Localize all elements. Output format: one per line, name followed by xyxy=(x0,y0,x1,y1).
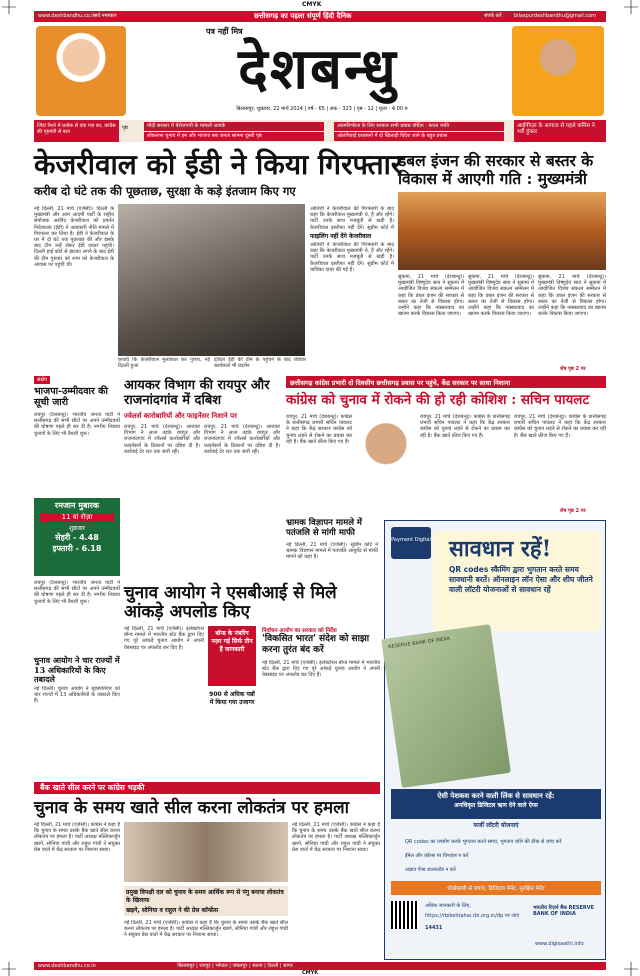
top-strip xyxy=(34,11,606,22)
right-lead-photo xyxy=(398,192,606,270)
ticker-item[interactable]: जिंदा रिश्ते में प्रत्येक से एक गज़ का, कांग्रेस की गृहमंत्री से बात xyxy=(34,120,119,142)
bottom-banner: बैंक खाते सील करने पर कांग्रेस भड़की xyxy=(34,782,380,794)
bottom-lead-body-2: नई दिल्ली, 21 मार्च (एजेंसी)। कांग्रेस ने कहा है कि चुनाव के समय उसके बैंक खाते सील करना लोकतंत्र पर हमला है। पार्टी अध्यक्ष मल्लिकार्जुन खरगे, सोनिया गांधी और राहुल गांधी ने संयुक्त प्रेस वार्ता में केंद्र सरकार पर निशाना साधा। xyxy=(124,920,288,939)
ad-headline: सावधान रहें! xyxy=(449,536,552,562)
iftari-time: 6.18 xyxy=(81,544,102,553)
cmyk-mark-bottom: CMYK xyxy=(302,970,319,976)
dateline: बिलासपुर, शुक्रवार, 22 मार्च 2024 | वर्ष - 65 | अंक - 323 | पृष्ठ - 12 | मूल्य - 4.00 रु xyxy=(236,106,408,112)
ticker-bar xyxy=(34,120,606,142)
banknote-image xyxy=(381,624,511,788)
footer-bar xyxy=(34,962,606,970)
congress-body-col2: रायपुर, 21 मार्च (देशबन्धु)। कांग्रेस के छत्तीसगढ़ प्रभारी सचिन पायलट ने कहा कि केंद्र सरकार कांग्रेस को चुनाव लड़ने से रोकने का प्रयास कर रही है। बैंक खाते फ्रीज किए गए हैं। xyxy=(420,414,510,439)
mid-story-headline: आयकर विभाग की रायपुर और राजनांदगांव में दबिश xyxy=(124,378,270,408)
sehri-time: 4.48 xyxy=(79,533,99,542)
congress-photo xyxy=(356,414,416,480)
mid-story-body: रायपुर, 21 मार्च (देशबन्धु)। आयकर विभाग ने आज तड़के रायपुर और राजनांदगांव में ज्वेलर्स कारोबारियों और फाइनेंसरों के ठिकानों पर दबिश दी है। कार्रवाई देर रात तक जारी रही। xyxy=(124,424,200,455)
right-lead-headline: डबल इंजन की सरकार से बस्तर के विकास में आएगी गति : मुख्यमंत्री xyxy=(398,151,594,188)
ad-point-3: अज्ञात ऐप्स डाउनलोड न करें xyxy=(405,867,456,873)
bottom-bullet-1: प्रमुख विपक्षी दल को चुनाव के समय आर्थिक रूप से पंगु बनाया लोकतंत्र के खिलाफ xyxy=(126,889,284,904)
banknote-text: RESERVE BANK OF INDIA xyxy=(387,635,451,651)
website-link-top[interactable]: www.deshbandhu.co.in xyxy=(38,13,96,19)
ticker-item[interactable]: आत्मनिर्भरता के लिए सरकार सभी प्रयास वर्धिता : काला जाति xyxy=(334,122,504,131)
brief-headline: भाजपा-उम्मीदवार की सूची जारी xyxy=(34,386,108,408)
crop-mark-icon xyxy=(624,0,638,14)
ad-body: QR codes स्कैमिंग द्वारा भुगतान करते समय सावधानी बरतें। ऑनलाइन लॉन ऐसा और शीघ जीतने वाली लॉटरी योजनाओं से सावधान रहें xyxy=(449,565,593,594)
congress-banner: छत्तीसगढ़ कांग्रेस प्रभारी दो दिवसीय छत्तीसगढ़ प्रवास पर पहुंचे, केंद्र सरकार पर साधा निशाना xyxy=(286,376,606,388)
ad-info: अधिक जानकारी के लिए, xyxy=(425,903,471,909)
photo-right-cricketer xyxy=(512,26,604,116)
ad-warning: ऐसी पेशकश करने वाली लिंक से सावधान रहें: xyxy=(437,792,555,800)
rbi-advert xyxy=(384,520,606,960)
ad-tag: धोखेबाजी से बचाएं, डिजिटल पेमेंट, सुरक्षित पेमेंट xyxy=(391,881,601,895)
iftari-label: इफ्तारी xyxy=(52,544,73,553)
lead-caption-2: ट्विटर ईडी की टीम के पहुंचने के बाद रविवार कार्यकर्ता भी प्रदर्शन xyxy=(214,357,306,370)
qr-code-icon[interactable] xyxy=(391,901,419,929)
congress-body-col3: रायपुर, 21 मार्च (देशबन्धु)। कांग्रेस के छत्तीसगढ़ प्रभारी सचिन पायलट ने कहा कि केंद्र सरकार कांग्रेस को चुनाव लड़ने से रोकने का प्रयास कर रही है। बैंक खाते फ्रीज किए गए हैं। xyxy=(514,414,606,439)
sbi-headline: चुनाव आयोग ने एसबीआई से मिले आंकड़े अपलोड किए xyxy=(124,583,337,622)
brief-body-2: रायपुर (देशबन्धु)। भारतीय जनता पार्टी ने छत्तीसगढ़ की सभी सीटों पर अपने उम्मीदवारों की घोषणा पहले ही कर दी है। नगरीय निकाय चुनावों के लिए भी तैयारी शुरू। xyxy=(34,580,120,605)
ad-url[interactable]: https://rbikehtahai.rbi.org.in/dp पर जाएं xyxy=(425,913,520,919)
small-story-body: नई दिल्ली, 21 मार्च (एजेंसी)। सुप्रीम कोर्ट ने भ्रामक विज्ञापन मामले में पतंजलि आयुर्वेद से माफी मांगने को कहा है। xyxy=(286,542,378,561)
ticker-item[interactable]: लोकसभा चुनाव में हम और भाजपा सब जनता सामना दूसरी पृष्ठ xyxy=(144,132,324,141)
congress-body: रायपुर, 21 मार्च (देशबन्धु)। कांग्रेस के छत्तीसगढ़ प्रभारी सचिन पायलट ने कहा कि केंद्र सरकार कांग्रेस को चुनाव लड़ने से रोकने का प्रयास कर रही है। बैंक खाते फ्रीज किए गए हैं। xyxy=(286,414,352,445)
top-tagline: सर्व नमस्कार xyxy=(94,13,117,19)
ticker-label: पृष्ठ xyxy=(122,125,128,131)
ad-warning-2: अनधिकृत डिजिटल ऋण देने वाले ऐप्स xyxy=(454,802,538,809)
bottom-lead-headline: चुनाव के समय खाते सील करना लोकतंत्र पर हमला xyxy=(34,798,350,818)
brief-body: रायपुर (देशबन्धु)। भारतीय जनता पार्टी ने छत्तीसगढ़ की सभी सीटों पर अपने उम्मीदवारों की घोषणा पहले ही कर दी है। नगरीय निकाय चुनावों के लिए भी तैयारी शुरू। xyxy=(34,412,120,437)
ad-point-2: ईमेल और कॉल्स पर विश्वास न करें xyxy=(405,853,469,859)
bottom-bullet-box xyxy=(124,886,288,916)
payment-digital-badge: Payment Digital xyxy=(391,527,431,559)
ad-warning-box xyxy=(391,789,601,819)
ticker-item[interactable]: मोदी सरकार में बेरोजगारी के मामलों आपके xyxy=(144,122,324,131)
ramzan-roza: 11 वां रोज़ा xyxy=(40,513,114,522)
sbi-side-body: नई दिल्ली, 21 मार्च (एजेंसी)। इलेक्टोरल बॉन्ड मामले में भारतीय स्टेट बैंक द्वारा दिए गए पूरे आंकड़े चुनाव आयोग ने अपनी वेबसाइट पर अपलोड कर दिए हैं। xyxy=(262,660,380,679)
lead-caption-1: कथाएँ कि केजरीवाल मुलाकात कर गुजरा, नई दिल्ली हुआ xyxy=(118,357,210,370)
slogan: छत्तीसगढ़ का पहला संपूर्ण हिंदी दैनिक xyxy=(254,12,352,20)
ad-phone[interactable]: 14431 xyxy=(425,925,443,931)
right-lead-body-col3: सुकमा, 21 मार्च (देशबन्धु)। मुख्यमंत्री विष्णुदेव साय ने सुकमा में आयोजित विजय संकल्प सम्मेलन में कहा कि डबल इंजन की सरकार से बस्तर का तेजी से विकास होगा। उन्होंने कहा कि नक्सलवाद का खात्मा करके विकास किया जाएगा। xyxy=(538,274,606,318)
crop-mark-icon xyxy=(2,0,16,14)
ad-warning-3: फर्जी लॉटरी योजनाएं xyxy=(473,822,519,829)
sbi-red-box-2: 900 से अधिक पन्नों में किया गया उजागर xyxy=(209,691,255,706)
ad-point-1: QR codes का उपयोग करके भुगतान करते समय, भुगतान राशि की ठीक से जांच करें xyxy=(405,839,562,845)
bottom-lead-body-3: नई दिल्ली, 21 मार्च (एजेंसी)। कांग्रेस ने कहा है कि चुनाव के समय उसके बैंक खाते सील करना लोकतंत्र पर हमला है। पार्टी अध्यक्ष मल्लिकार्जुन खरगे, सोनिया गांधी और राहुल गांधी ने संयुक्त प्रेस वार्ता में केंद्र सरकार पर निशाना साधा। xyxy=(292,822,380,853)
sehri-label: सेहरी xyxy=(55,533,71,542)
rbi-logo-text: भारतीय रिज़र्व बैंक RESERVE BANK OF INDIA xyxy=(533,905,595,917)
ramzan-day: शुक्रवार xyxy=(68,525,86,532)
mid-story-byline: ज्वेलर्स कारोबारियों और फाइनेंसर निशाने पर xyxy=(124,412,237,420)
ticker-item[interactable]: आईपीएल के आगाज से पहले कमिंस ने भरी हुंकार xyxy=(514,120,606,142)
lead-subhead: करीब दो घंटे तक की पूछताछ, सुरक्षा के कड़े इंतजाम किए गए xyxy=(34,184,296,198)
right-lead-continued[interactable]: शेष पृष्ठ 2 पर xyxy=(560,366,586,372)
right-lead-body-col2: सुकमा, 21 मार्च (देशबन्धु)। मुख्यमंत्री विष्णुदेव साय ने सुकमा में आयोजित विजय संकल्प सम्मेलन में कहा कि डबल इंजन की सरकार से बस्तर का तेजी से विकास होगा। उन्होंने कहा कि नक्सलवाद का खात्मा करके विकास किया जाएगा। xyxy=(468,274,534,318)
small-story-headline: भ्रामक विज्ञापन मामले में पतंजलि से मांगी माफी xyxy=(286,518,363,538)
lead-col2-subhead: फाइलिंग नहीं देंगे केजरीवाल xyxy=(310,233,372,240)
sbi-side-title: निर्वाचन आयोग का सरकार को निर्देश xyxy=(262,628,337,634)
cmyk-mark-top: CMYK xyxy=(302,1,322,8)
mid-story-body-col2: रायपुर, 21 मार्च (देशबन्धु)। आयकर विभाग ने आज तड़के रायपुर और राजनांदगांव में ज्वेलर्स कारोबारियों और फाइनेंसरों के ठिकानों पर दबिश दी है। कार्रवाई देर रात तक जारी रही। xyxy=(204,424,280,455)
footer-cities: बिलासपुर | रायपुर | भोपाल | जबलपुर | सतना | दिल्ली | सागर xyxy=(177,963,293,969)
ramzan-box: रमजान मुबारक 11 वां रोज़ा शुक्रवार सेहरी - 4.48 इफ्तारी - 6.18 xyxy=(34,498,120,576)
ticker-item[interactable]: ओलंपियाई प्रशासनों में दो खिलाड़ी विदेश जाने के बहुत प्रयास xyxy=(334,132,504,141)
brief-label: संक्षेप xyxy=(34,376,50,384)
brief2-body: नई दिल्ली। चुनाव आयोग ने बृहस्पतिवार को चार राज्यों में 13 अधिकारियों के तबादले किए हैं। xyxy=(34,686,120,705)
ad-footer-url[interactable]: www.digisaathi.info xyxy=(535,941,584,947)
sbi-body: नई दिल्ली, 21 मार्च (एजेंसी)। इलेक्टोरल बॉन्ड मामले में भारतीय स्टेट बैंक द्वारा दिए गए पूरे आंकड़े चुनाव आयोग ने अपनी वेबसाइट पर अपलोड कर दिए हैं। xyxy=(124,626,204,651)
brief2-headline: चुनाव आयोग ने चार राज्यों में 13 अधिकारियों के किए तबादले xyxy=(34,655,120,684)
email-label: संपर्क करें xyxy=(484,13,502,19)
lead-continued-text: आतिशी ने केजरीवाल की गिरफ्तारी के बाद कहा कि केजरीवाल मुख्यमंत्री थे, हैं और रहेंगे। पार्टी उनके साथ मजबूती से खड़ी है। केजरीवाल इस्तीफा नहीं देंगे। सुप्रीम कोर्ट में xyxy=(310,206,394,230)
lead-col2-body: आतिशी ने केजरीवाल की गिरफ्तारी के बाद कहा कि केजरीवाल मुख्यमंत्री थे, हैं और रहेंगे। पार्टी उनके साथ मजबूती से खड़ी है। केजरीवाल इस्तीफा नहीं देंगे। सुप्रीम कोर्ट में याचिका दायर की गई है। xyxy=(310,242,394,273)
right-lead-body: सुकमा, 21 मार्च (देशबन्धु)। मुख्यमंत्री विष्णुदेव साय ने सुकमा में आयोजित विजय संकल्प सम्मेलन में कहा कि डबल इंजन की सरकार से बस्तर का तेजी से विकास होगा। उन्होंने कहा कि नक्सलवाद का खात्मा करके विकास किया जाएगा। xyxy=(398,274,464,318)
bottom-bullet-2: खड़गे, सोनिया व राहुल ने की प्रेस कॉन्फ्रेंस xyxy=(126,907,219,914)
congress-continued[interactable]: शेष पृष्ठ 2 पर xyxy=(560,508,586,514)
masthead-pretitle: पत्र नहीं मित्र xyxy=(206,27,243,36)
sbi-red-box: बॉन्ड के नंबरिंग नज़र गई सिर्फ तीन हैं जानकारी xyxy=(208,626,256,686)
lead-headline: केजरीवाल को ईडी ने किया गिरफ्तार xyxy=(34,148,403,181)
crop-mark-icon xyxy=(2,962,16,976)
bottom-lead-body: नई दिल्ली, 21 मार्च (एजेंसी)। कांग्रेस ने कहा है कि चुनाव के समय उसके बैंक खाते सील करना लोकतंत्र पर हमला है। पार्टी अध्यक्ष मल्लिकार्जुन खरगे, सोनिया गांधी और राहुल गांधी ने संयुक्त प्रेस वार्ता में केंद्र सरकार पर निशाना साधा। xyxy=(34,822,120,853)
lead-body: नई दिल्ली, 21 मार्च (एजेंसी)। दिल्ली के मुख्यमंत्री और आम आदमी पार्टी के राष्ट्रीय संयोजक अरविंद केजरीवाल को प्रवर्तन निदेशालय (ईडी) ने आबकारी नीति मामले में गिरफ्तार कर लिया है। ईडी ने केजरीवाल के घर में दो घंटे तक पूछताछ की और इसके बाद टीम उन्हें लेकर ईडी दफ्तर पहुंची। दिल्ली हाई कोर्ट से झटका लगने के बाद ईडी की टीम गुरुवार को शाम को केजरीवाल के आवास पर पहुंची थी। xyxy=(34,206,114,268)
ramzan-title: रमजान मुबारक xyxy=(54,501,100,510)
email-link[interactable]: bilaspurdeshbandhu@gmail.com xyxy=(514,13,597,19)
sbi-side-headline: 'विकसित भारत' संदेश को साझा करना तुरंत बंद करें xyxy=(262,634,370,655)
congress-headline: कांग्रेस को चुनाव में रोकने की हो रही कोशिश : सचिन पायलट xyxy=(286,392,590,408)
masthead-title: देशबन्धु xyxy=(238,36,398,102)
bottom-lead-photo xyxy=(124,822,288,882)
footer-website[interactable]: www.deshbandhu.co.in xyxy=(38,963,96,969)
lead-photo xyxy=(118,204,305,356)
photo-left-politician xyxy=(36,26,126,116)
crop-mark-icon xyxy=(624,962,638,976)
